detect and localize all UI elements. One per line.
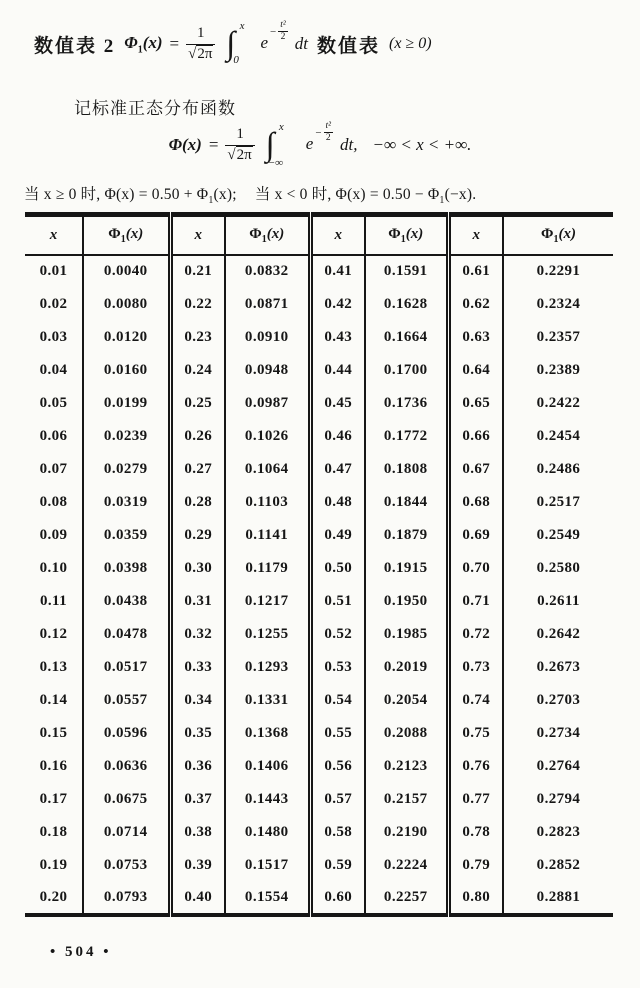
- sqrt-sign: √: [227, 146, 236, 163]
- piecewise-note: 当 x ≥ 0 时, $\Phi(x) = 0.50 + \Phi_1(x)$; 当 x < 0 时, $\Phi(x) = 0.50 - \Phi_1(-x)$.: [24, 186, 477, 207]
- fraction-one-over-sqrt-2pi: $\frac{1}{√2\pi}$: [225, 126, 254, 164]
- x-value-cell: 0.56: [310, 750, 365, 783]
- note-segment-2: 当 x < 0 时, Φ(x) = 0.50 − Φ: [254, 186, 440, 203]
- phi1-value-cell: 0.0279: [83, 453, 170, 486]
- phi1-value-cell: 0.2224: [365, 849, 448, 882]
- phi1-value-cell: 0.2190: [365, 816, 448, 849]
- x-value-cell: 0.50: [310, 552, 365, 585]
- x-value-cell: 0.26: [170, 420, 225, 453]
- x-value-cell: 0.48: [310, 486, 365, 519]
- table-row: [25, 585, 613, 618]
- header-x: x: [448, 215, 503, 255]
- x-value-cell: 0.64: [448, 354, 503, 387]
- title-formula: [124, 19, 308, 67]
- header-x: x: [170, 215, 225, 255]
- x-value-cell: 0.74: [448, 684, 503, 717]
- x-value-cell: 0.32: [170, 618, 225, 651]
- x-value-cell: 0.03: [25, 321, 83, 354]
- note-segment-1: 当 x ≥ 0 时, Φ(x) = 0.50 + Φ: [24, 186, 209, 203]
- x-value-cell: 0.33: [170, 651, 225, 684]
- phi1-value-cell: 0.1915: [365, 552, 448, 585]
- x-value-cell: 0.47: [310, 453, 365, 486]
- x-value-cell: 0.08: [25, 486, 83, 519]
- phi1-value-cell: 0.1255: [225, 618, 310, 651]
- integral-sign: ∫ x 0: [226, 19, 245, 67]
- x-value-cell: 0.43: [310, 321, 365, 354]
- x-value-cell: 0.46: [310, 420, 365, 453]
- dt-term: dt,: [340, 135, 358, 154]
- intro-text: 记标准正态分布函数: [74, 99, 236, 118]
- phi1-value-cell: 0.0596: [83, 717, 170, 750]
- phi1-value-cell: 0.1103: [225, 486, 310, 519]
- x-value-cell: 0.12: [25, 618, 83, 651]
- table-row: [25, 552, 613, 585]
- x-value-cell: 0.45: [310, 387, 365, 420]
- phi1-value-cell: 0.1406: [225, 750, 310, 783]
- phi1-value-cell: 0.1844: [365, 486, 448, 519]
- x-value-cell: 0.79: [448, 849, 503, 882]
- phi1-value-cell: 0.1808: [365, 453, 448, 486]
- phi1-value-cell: 0.2580: [536, 559, 581, 576]
- title-suffix: 数值表: [316, 35, 380, 57]
- x-value-cell: 0.20: [25, 882, 83, 915]
- phi1-value-cell: 0.0948: [225, 354, 310, 387]
- x-value-cell: 0.59: [310, 849, 365, 882]
- x-value-cell: 0.51: [310, 585, 365, 618]
- dt-term: dt: [294, 34, 308, 53]
- x-value-cell: 0.76: [448, 750, 503, 783]
- x-value-cell: 0.13: [25, 651, 83, 684]
- x-value-cell: 0.17: [25, 783, 83, 816]
- table-header-row: [25, 215, 613, 255]
- table-row: [25, 321, 613, 354]
- x-value-cell: 0.60: [310, 882, 365, 915]
- x-value-cell: 0.55: [310, 717, 365, 750]
- x-value-cell: 0.62: [448, 288, 503, 321]
- table-row: [25, 486, 613, 519]
- header-phi1x: $\Phi_1(x)$: [83, 215, 170, 255]
- x-value-cell: 0.02: [25, 288, 83, 321]
- x-value-cell: 0.04: [25, 354, 83, 387]
- x-value-cell: 0.07: [25, 453, 83, 486]
- exponential-term: e − $\frac{\text{t²}}{2}$: [260, 19, 286, 52]
- phi1-value-cell: 0.1879: [365, 519, 448, 552]
- x-value-cell: 0.05: [25, 387, 83, 420]
- phi1-value-cell: 0.1026: [225, 420, 310, 453]
- x-value-cell: 0.16: [25, 750, 83, 783]
- x-value-cell: 0.31: [170, 585, 225, 618]
- table-row: [25, 849, 613, 882]
- x-value-cell: 0.67: [448, 453, 503, 486]
- phi1-value-cell: 0.2823: [536, 823, 581, 840]
- x-value-cell: 0.11: [25, 585, 83, 618]
- x-value-cell: 0.63: [448, 321, 503, 354]
- x-value-cell: 0.34: [170, 684, 225, 717]
- table-row: [25, 684, 613, 717]
- x-value-cell: 0.40: [170, 882, 225, 915]
- phi1-value-cell: 0.1554: [225, 882, 310, 915]
- phi1-value-cell: 0.1179: [225, 552, 310, 585]
- table-row: [25, 387, 613, 420]
- table-row: [25, 717, 613, 750]
- x-value-cell: 0.73: [448, 651, 503, 684]
- equals-sign: =: [208, 135, 219, 154]
- table-row: [25, 255, 613, 288]
- phi1-value-cell: 0.1591: [365, 255, 448, 288]
- header-phi1x: $\Phi_1(x)$: [225, 215, 310, 255]
- phi1-value-cell: 0.0319: [83, 486, 170, 519]
- header-x: x: [25, 215, 83, 255]
- x-value-cell: 0.77: [448, 783, 503, 816]
- phi1-value-cell: 0.2257: [365, 882, 448, 915]
- x-value-cell: 0.41: [310, 255, 365, 288]
- phi1-value-cell: 0.2454: [536, 427, 581, 444]
- phi1-value-cell: 0.0199: [83, 387, 170, 420]
- x-value-cell: 0.78: [448, 816, 503, 849]
- phi1-value-cell: 0.2324: [536, 295, 581, 312]
- page-number: • 504 •: [50, 944, 112, 960]
- phi1-value-cell: 0.2054: [365, 684, 448, 717]
- x-value-cell: 0.09: [25, 519, 83, 552]
- phi1-value-cell: 0.2157: [365, 783, 448, 816]
- phi1-value-cell: 0.1517: [225, 849, 310, 882]
- phi1-value-cell: 0.1664: [365, 321, 448, 354]
- phi1-value-cell: 0.1217: [225, 585, 310, 618]
- phi1-value-cell: 0.0910: [225, 321, 310, 354]
- phi1-value-cell: 0.1141: [225, 519, 310, 552]
- phi1-value-cell: 0.0160: [83, 354, 170, 387]
- x-value-cell: 0.30: [170, 552, 225, 585]
- x-value-cell: 0.39: [170, 849, 225, 882]
- phi1-value-cell: 0.1700: [365, 354, 448, 387]
- phi1-value-cell: 0.0871: [225, 288, 310, 321]
- x-value-cell: 0.14: [25, 684, 83, 717]
- header-phi1x: $\Phi_1(x)$: [503, 215, 613, 255]
- header-x: x: [310, 215, 365, 255]
- x-value-cell: 0.06: [25, 420, 83, 453]
- phi1-value-cell: 0.1950: [365, 585, 448, 618]
- x-value-cell: 0.66: [448, 420, 503, 453]
- page-title: [34, 14, 432, 74]
- fraction-one-over-sqrt-2pi: $\frac{1}{√2\pi}$: [186, 25, 215, 63]
- x-value-cell: 0.68: [448, 486, 503, 519]
- x-value-cell: 0.70: [448, 552, 503, 585]
- x-value-cell: 0.01: [25, 255, 83, 288]
- phi1-value-cell: 0.2357: [536, 328, 581, 345]
- header-phi1x: $\Phi_1(x)$: [365, 215, 448, 255]
- phi1-value-cell: 0.0040: [83, 255, 170, 288]
- phi1-value-cell: 0.1443: [225, 783, 310, 816]
- phi1-value-cell: 0.2486: [536, 460, 581, 477]
- x-value-cell: 0.29: [170, 519, 225, 552]
- phi1-value-cell: 0.0438: [83, 585, 170, 618]
- phi1-value-cell: 0.2517: [536, 493, 581, 510]
- x-value-cell: 0.65: [448, 387, 503, 420]
- phi1-value-cell: 0.0636: [83, 750, 170, 783]
- phi1-value-cell: 0.1628: [365, 288, 448, 321]
- x-value-cell: 0.10: [25, 552, 83, 585]
- phi1-value-cell: 0.1736: [365, 387, 448, 420]
- phi1-value-cell: 0.2734: [536, 724, 581, 741]
- phi1-value-cell: 0.0517: [83, 651, 170, 684]
- x-value-cell: 0.57: [310, 783, 365, 816]
- title-label: 数值表 2: [34, 35, 116, 57]
- table-row: [25, 453, 613, 486]
- x-value-cell: 0.22: [170, 288, 225, 321]
- phi1-value-cell: 0.1772: [365, 420, 448, 453]
- integral-sign: ∫ x −∞: [265, 120, 284, 170]
- phi1-value-cell: 0.1368: [225, 717, 310, 750]
- phi1-value-cell: 0.0675: [83, 783, 170, 816]
- x-value-cell: 0.36: [170, 750, 225, 783]
- equals-sign: =: [169, 34, 180, 53]
- x-value-cell: 0.52: [310, 618, 365, 651]
- x-value-cell: 0.80: [448, 882, 503, 915]
- phi1-value-cell: 0.0398: [83, 552, 170, 585]
- x-value-cell: 0.28: [170, 486, 225, 519]
- x-value-cell: 0.71: [448, 585, 503, 618]
- phi1-value-cell: 0.0359: [83, 519, 170, 552]
- phi1-value-cell: 0.2673: [536, 658, 581, 675]
- phi1-value-cell: 0.2703: [536, 691, 581, 708]
- x-value-cell: 0.15: [25, 717, 83, 750]
- phi1-value-cell: 0.2852: [536, 856, 581, 873]
- phi1-function: $\Phi_1(x)$: [124, 32, 163, 56]
- table-row: [25, 354, 613, 387]
- phi1-value-cell: 0.1064: [225, 453, 310, 486]
- exponential-term: e − $\frac{\text{t²}}{2}$: [305, 120, 332, 153]
- x-value-cell: 0.61: [448, 255, 503, 288]
- phi1-value-cell: 0.2123: [365, 750, 448, 783]
- phi1-value-cell: 0.2549: [536, 526, 581, 543]
- x-value-cell: 0.19: [25, 849, 83, 882]
- phi1-value-cell: 0.0753: [83, 849, 170, 882]
- x-value-cell: 0.38: [170, 816, 225, 849]
- phi1-value-cell: 0.1480: [225, 816, 310, 849]
- x-value-cell: 0.23: [170, 321, 225, 354]
- phi1-value-cell: 0.2291: [536, 263, 581, 279]
- x-value-cell: 0.75: [448, 717, 503, 750]
- x-value-cell: 0.35: [170, 717, 225, 750]
- x-value-cell: 0.25: [170, 387, 225, 420]
- phi1-value-cell: 0.2642: [536, 625, 581, 642]
- phi1-value-cell: 0.0987: [225, 387, 310, 420]
- phi1-value-cell: 0.0557: [83, 684, 170, 717]
- table-body: [25, 255, 613, 915]
- x-value-cell: 0.72: [448, 618, 503, 651]
- table-row: [25, 816, 613, 849]
- phi1-value-cell: 0.1985: [365, 618, 448, 651]
- table-row: [25, 288, 613, 321]
- phi-function: Φ(x): [168, 135, 202, 154]
- domain-range: −∞ < x < +∞.: [372, 135, 472, 154]
- x-value-cell: 0.44: [310, 354, 365, 387]
- phi1-value-cell: 0.2611: [537, 592, 580, 609]
- x-value-cell: 0.49: [310, 519, 365, 552]
- x-value-cell: 0.53: [310, 651, 365, 684]
- phi1-value-cell: 0.2088: [365, 717, 448, 750]
- phi1-value-cell: 0.0832: [225, 255, 310, 288]
- x-value-cell: 0.58: [310, 816, 365, 849]
- phi1-value-cell: 0.0120: [83, 321, 170, 354]
- phi1-value-cell: 0.0080: [83, 288, 170, 321]
- phi1-value-cell: 0.2764: [536, 757, 581, 774]
- table-row: [25, 783, 613, 816]
- x-value-cell: 0.21: [170, 255, 225, 288]
- sqrt-sign: √: [188, 45, 197, 62]
- phi1-value-cell: 0.2389: [536, 361, 581, 378]
- phi-definition-formula: [0, 116, 640, 174]
- x-value-cell: 0.27: [170, 453, 225, 486]
- x-value-cell: 0.42: [310, 288, 365, 321]
- x-value-cell: 0.37: [170, 783, 225, 816]
- table-row: [25, 420, 613, 453]
- phi1-value-cell: 0.1331: [225, 684, 310, 717]
- phi1-value-cell: 0.0478: [83, 618, 170, 651]
- phi1-value-table: [25, 212, 613, 917]
- phi1-value-cell: 0.2422: [536, 394, 581, 411]
- phi1-value-cell: 0.0793: [83, 882, 170, 915]
- x-value-cell: 0.24: [170, 354, 225, 387]
- table-row: [25, 882, 613, 915]
- phi1-value-cell: 0.1293: [225, 651, 310, 684]
- table-row: [25, 519, 613, 552]
- x-value-cell: 0.69: [448, 519, 503, 552]
- title-domain-note: (x ≥ 0): [388, 35, 432, 52]
- table-row: [25, 651, 613, 684]
- phi1-value-cell: 0.2794: [536, 790, 581, 807]
- phi1-value-cell: 0.0239: [83, 420, 170, 453]
- phi1-value-cell: 0.0714: [83, 816, 170, 849]
- table-row: [25, 618, 613, 651]
- x-value-cell: 0.18: [25, 816, 83, 849]
- phi1-value-cell: 0.2019: [365, 651, 448, 684]
- phi1-value-cell: 0.2881: [536, 888, 581, 905]
- table-row: [25, 750, 613, 783]
- x-value-cell: 0.54: [310, 684, 365, 717]
